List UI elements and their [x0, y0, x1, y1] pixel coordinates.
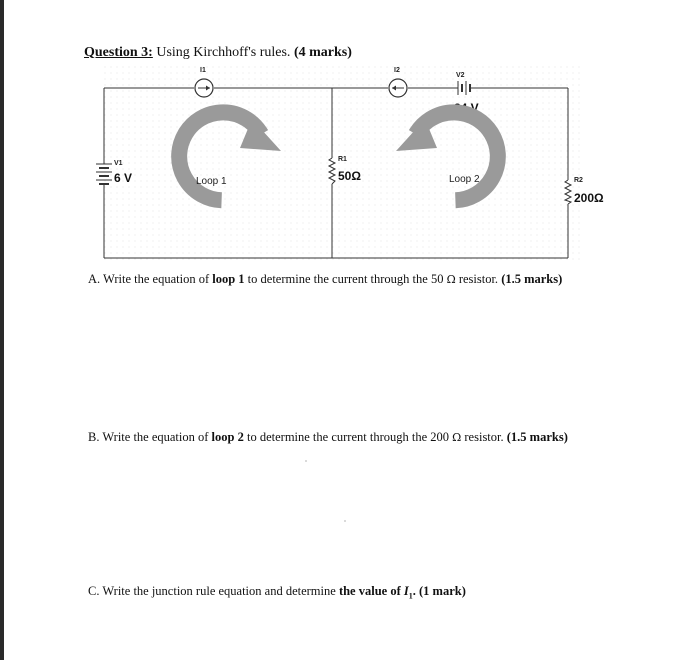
- part-c-bold-text: the value of: [338, 584, 404, 598]
- part-a-marks: (1.5 marks): [501, 272, 563, 286]
- part-c-prompt: [88, 584, 466, 601]
- part-a-suffix: resistor.: [455, 272, 502, 286]
- part-c-suffix: .: [412, 584, 419, 598]
- part-a-mid: to determine the current through the 50: [244, 272, 447, 286]
- part-b-marks: (1.5 marks): [506, 430, 568, 444]
- scan-speck: [305, 460, 307, 462]
- part-b-bold: loop 2: [211, 430, 244, 444]
- part-a-ohm: Ω: [446, 273, 456, 286]
- ammeter-i2-icon: [389, 79, 407, 97]
- label-v1-name: V1: [114, 160, 123, 167]
- label-v2-value: 24 V: [454, 101, 479, 115]
- label-v1-value: 6 V: [114, 171, 133, 185]
- question-text: Using Kirchhoff's rules.: [152, 45, 294, 60]
- circuit-diagram: [86, 60, 604, 265]
- part-c-subscript: 1: [408, 591, 413, 601]
- part-a-bold: loop 1: [212, 272, 245, 286]
- part-b-mid: to determine the current through the 200: [243, 430, 453, 444]
- question-title: [84, 45, 352, 61]
- part-b-ohm: Ω: [452, 431, 462, 444]
- label-r2-name: R2: [574, 177, 583, 184]
- label-r1-name: R1: [338, 156, 347, 163]
- part-b-suffix: resistor.: [461, 430, 507, 444]
- part-b-prefix: B. Write the equation of: [88, 430, 212, 444]
- label-i2: I2: [394, 67, 400, 74]
- question-label: Question 3:: [84, 45, 153, 60]
- question-marks: (4 marks): [293, 45, 352, 60]
- loop-2-label: Loop 2: [449, 174, 480, 185]
- label-r1-value: 50Ω: [338, 169, 361, 183]
- label-r2-value: 200Ω: [574, 191, 604, 205]
- part-c-variable: I: [403, 584, 409, 598]
- part-b-prompt: [88, 430, 568, 445]
- ammeter-i1-icon: [195, 79, 213, 97]
- part-c-bold: [338, 584, 466, 601]
- loop-1-label: Loop 1: [196, 176, 227, 187]
- left-border: [0, 0, 4, 660]
- label-v2-name: V2: [456, 72, 465, 79]
- part-c-marks: (1 mark): [419, 584, 466, 598]
- part-a-prefix: A. Write the equation of: [88, 272, 213, 286]
- scan-speck: [344, 520, 346, 522]
- part-c-prefix: C. Write the junction rule equation and determine: [88, 584, 339, 598]
- part-a-prompt: [88, 272, 562, 287]
- label-i1: I1: [200, 67, 206, 74]
